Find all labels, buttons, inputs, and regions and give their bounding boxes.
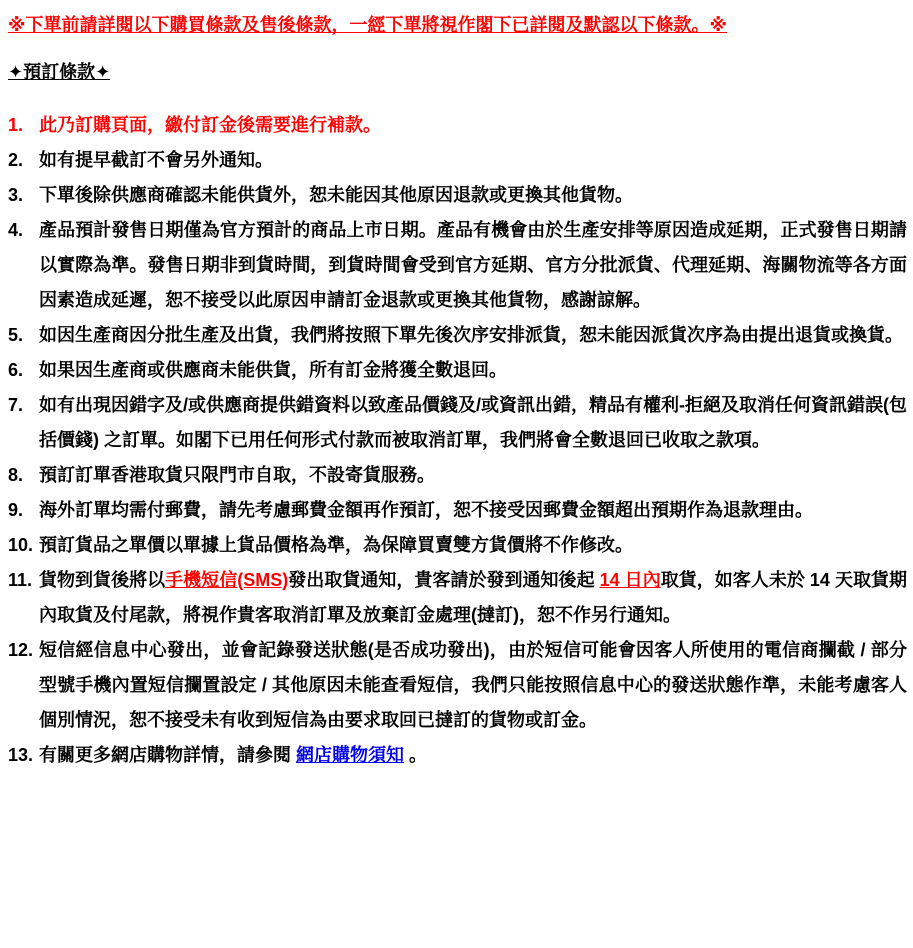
term-text-segment: 如有提早截訂不會另外通知。 (39, 150, 273, 170)
term-number: 7. (8, 395, 24, 415)
term-text (39, 458, 907, 493)
term-text-segment: 產品預計發售日期僅為官方預計的商品上市日期。產品有機會由於生產安排等原因造成延期，正式發售日期請以實際為準。發售日期非到貨時間，到貨時間會受到官方延期、官方分批派貨、代理延期、海關物流等各方面因素造成延遲，恕不接受以此原因申請訂金退款或更換其他貨物，感謝諒解。 (39, 220, 907, 310)
term-text-segment: 。 (404, 745, 428, 765)
term-number: 13. (8, 745, 34, 765)
term-item-2 (8, 143, 907, 178)
term-number: 6. (8, 360, 24, 380)
term-number: 5. (8, 325, 24, 345)
term-text-segment: 手機短信(SMS) (165, 570, 289, 590)
term-number: 12. (8, 640, 34, 660)
term-text (39, 528, 907, 563)
term-text (39, 563, 907, 633)
term-text-segment: 預訂訂單香港取貨只限門市自取，不設寄貨服務。 (39, 465, 435, 485)
term-number: 9. (8, 500, 24, 520)
term-item-8 (8, 458, 907, 493)
term-text-segment: 有關更多網店購物詳情，請參閱 (39, 745, 296, 765)
term-text (39, 213, 907, 318)
term-item-13 (8, 738, 907, 773)
term-text (39, 493, 907, 528)
term-text (39, 633, 907, 738)
term-item-11 (8, 563, 907, 633)
terms-list (8, 108, 907, 773)
term-text-segment: 海外訂單均需付郵費，請先考慮郵費金額再作預訂，恕不接受因郵費金額超出預期作為退款理由。 (39, 500, 813, 520)
term-text (39, 178, 907, 213)
shop-guide-link[interactable]: 網店購物須知 (296, 745, 404, 765)
term-text-segment: 貨物到貨後將以 (39, 570, 166, 590)
term-text-segment: 取貨，如客人未於 14 天取貨期內取貨及付尾款，將視作貴客取消訂單及放棄訂金處理(撻訂)，恕不作另行通知。 (39, 570, 908, 625)
term-text (39, 388, 907, 458)
term-number: 3. (8, 185, 24, 205)
term-item-5 (8, 318, 907, 353)
term-text-segment: 短信經信息中心發出，並會記錄發送狀態(是否成功發出)，由於短信可能會因客人所使用的電信商攔截 / 部分型號手機內置短信攔置設定 / 其他原因未能查看短信，我們只能按照信息中心的發送狀態作準，未能考慮客人個別情況，恕不接受未有收到短信為由要求取回已撻訂的貨物或訂金。 (39, 640, 907, 730)
term-item-1 (8, 108, 907, 143)
term-text-segment: 如果因生產商或供應商未能供貨，所有訂金將獲全數退回。 (39, 360, 507, 380)
term-item-9 (8, 493, 907, 528)
term-item-12 (8, 633, 907, 738)
term-text-segment: 下單後除供應商確認未能供貨外，恕未能因其他原因退款或更換其他貨物。 (39, 185, 633, 205)
term-text-segment: 如有出現因錯字及/或供應商提供錯資料以致產品價錢及/或資訊出錯，精品有權利-拒絕及取消任何資訊錯誤(包括價錢) 之訂單。如閣下已用任何形式付款而被取消訂單，我們將會全數退回已收取之款項。 (39, 395, 907, 450)
section-title-preorder-terms: ✦預訂條款✦ (8, 62, 111, 82)
term-text (39, 738, 907, 773)
term-text-segment: 發出取貨通知，貴客請於發到通知後起 (288, 570, 600, 590)
term-item-7 (8, 388, 907, 458)
term-number: 8. (8, 465, 24, 485)
term-text (39, 353, 907, 388)
term-text (39, 108, 907, 143)
term-number: 1. (8, 115, 24, 135)
term-text-segment: 此乃訂購頁面，繳付訂金後需要進行補款。 (39, 115, 381, 135)
term-item-3 (8, 178, 907, 213)
term-text-segment: 14 日內 (599, 570, 661, 590)
term-text (39, 318, 907, 353)
term-item-6 (8, 353, 907, 388)
term-text-segment: 如因生產商因分批生產及出貨，我們將按照下單先後次序安排派貨，恕未能因派貨次序為由提出退貨或換貨。 (39, 325, 903, 345)
term-number: 4. (8, 220, 24, 240)
term-number: 2. (8, 150, 24, 170)
term-item-4 (8, 213, 907, 318)
term-number: 10. (8, 535, 34, 555)
term-text (39, 143, 907, 178)
term-item-10 (8, 528, 907, 563)
term-text-segment: 預訂貨品之單價以單據上貨品價格為準，為保障買賣雙方貨價將不作修改。 (39, 535, 633, 555)
purchase-warning-banner: ※下單前請詳閱以下購買條款及售後條款，一經下單將視作閣下已詳閱及默認以下條款。※ (8, 15, 727, 35)
term-number: 11. (8, 570, 33, 590)
